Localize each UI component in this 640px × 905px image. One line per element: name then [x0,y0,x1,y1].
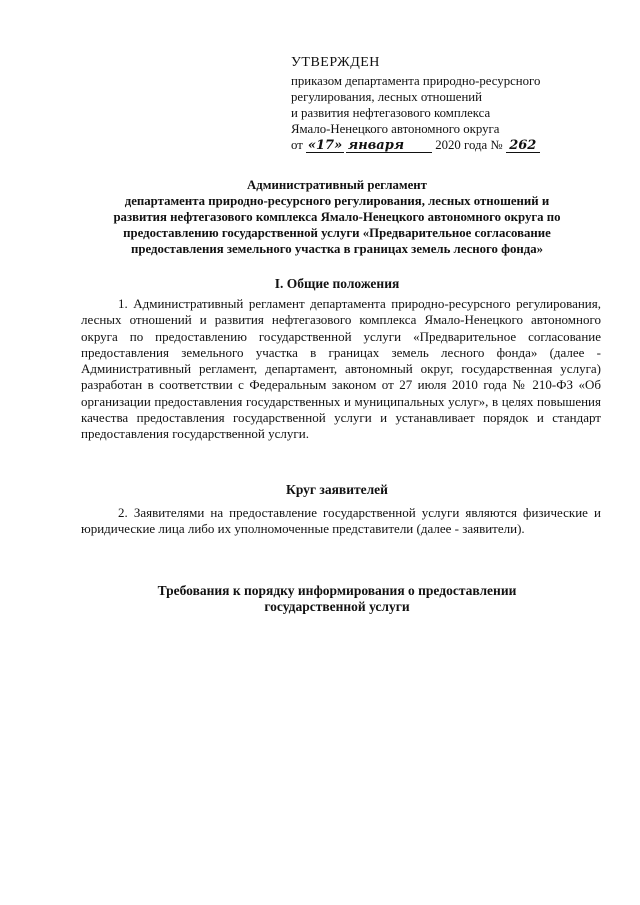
paragraph-2 [81,505,601,538]
title-line: предоставлению государственной услуги «Предварительное согласование [123,226,551,240]
approval-line: и развития нефтегазового комплекса [291,106,491,120]
section-heading-line: государственной услуги [264,599,410,614]
approval-heading: УТВЕРЖДЕН [291,55,380,70]
handwritten-month: января [347,138,405,153]
title-line: департамента природно-ресурсного регулирования, лесных отношений и [124,194,550,208]
section-heading-applicants: Круг заявителей [286,482,388,497]
paragraph-text: 1. Административный регламент департамента природно-ресурсного регулирования, лесных отношений и развития нефтегазового комплекса Ямало-Ненецкого автономного округа по предоставлению государственной услуги «Предварительное согласование предоставления земельного участка в границах земель лесного фонда» (далее - Административный регламент, департамент, автономный округ, государственная услуга) разработан в соответствии с Федеральным законом от 27 июля 2010 года № 210-ФЗ «Об организации предоставления государственных и муниципальных услуг», в целях повышения качества предоставления государственной услуги и устанавливает порядок и стандарт предоставления государственной услуги. [81,296,601,442]
approval-stamp [291,55,591,153]
title-line: Административный регламент [247,178,427,192]
approval-date-line [291,137,591,153]
section-heading-general: I. Общие положения [274,276,400,291]
approval-line: приказом департамента природно-ресурсного [291,74,541,88]
paragraph-1 [81,296,601,443]
date-year: 2020 года № [435,138,503,152]
section-heading-line: Требования к порядку информирования о предоставлении [157,583,517,598]
handwritten-order-number: 262 [506,139,540,153]
title-line: предоставления земельного участка в границах земель лесного фонда» [130,242,544,256]
section-heading-information [80,583,594,615]
approval-line: регулирования, лесных отношений [291,90,482,104]
approval-line: Ямало-Ненецкого автономного округа [291,122,500,136]
handwritten-day: «17» [307,138,343,153]
blank-line [406,139,432,153]
document-title [80,177,594,257]
date-prefix: от [291,138,303,152]
paragraph-text: 2. Заявителями на предоставление государственной услуги являются физические и юридические лица либо их уполномоченные представители (далее - заявители). [81,505,601,537]
title-line: развития нефтегазового комплекса Ямало-Ненецкого автономного округа по [113,210,561,224]
